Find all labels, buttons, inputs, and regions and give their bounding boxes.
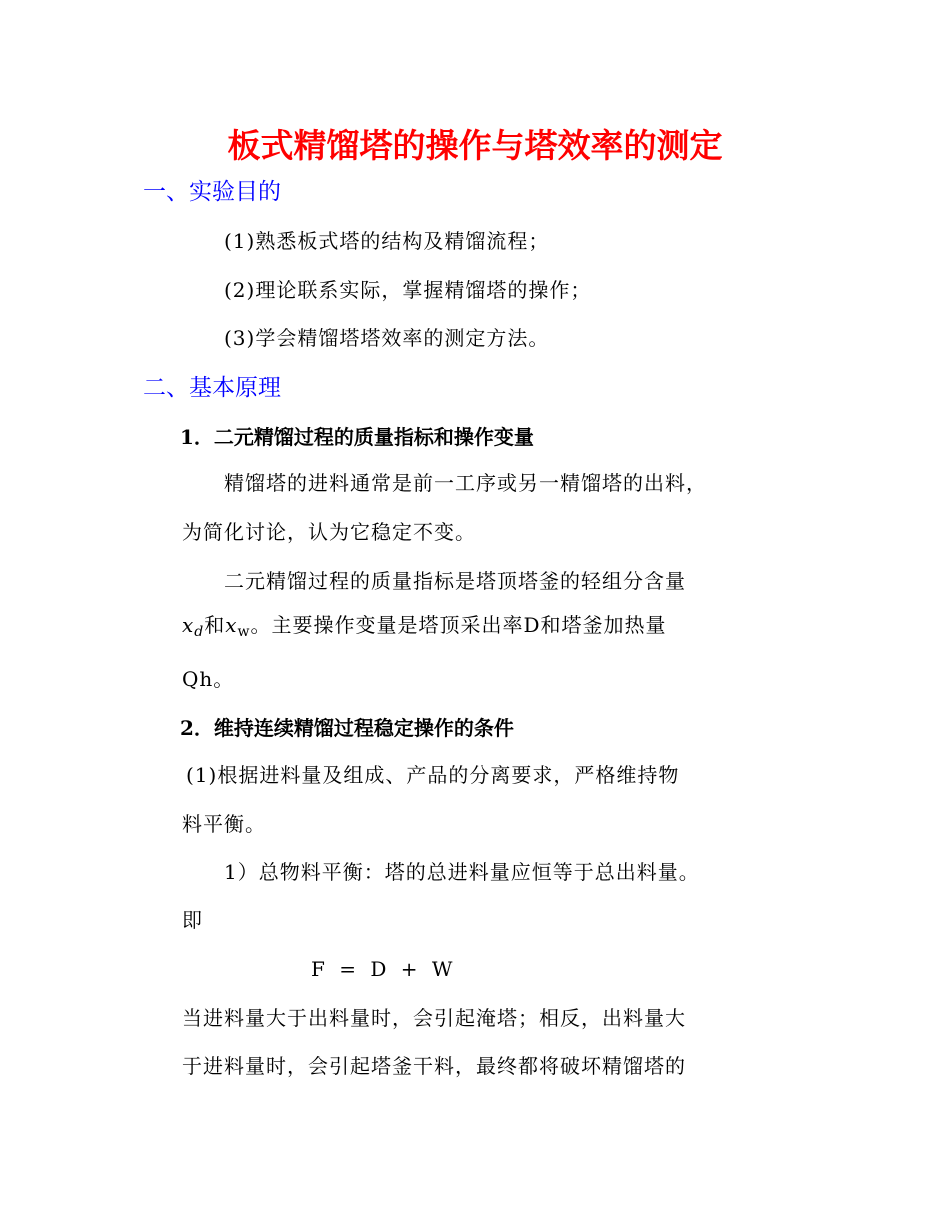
paragraph-1-line-2: 为简化讨论，认为它稳定不变。 (182, 520, 476, 544)
section-heading-objectives: 一、实验目的 (143, 179, 281, 205)
paragraph-3-line-2: 料平衡。 (182, 812, 266, 836)
subsection-heading-1: 1．二元精馏过程的质量指标和操作变量 (180, 425, 534, 449)
symbol-xw: x (225, 613, 238, 637)
objective-item-3: (3)学会精馏塔塔效率的测定方法。 (224, 326, 550, 350)
objective-item-1: (1)熟悉板式塔的结构及精馏流程； (224, 229, 550, 253)
symbol-xd: x (182, 613, 195, 637)
conjunction-text: 和 (204, 613, 226, 637)
objective-item-2: (2)理论联系实际，掌握精馏塔的操作； (224, 278, 592, 302)
paragraph-2-line-3: Qh。 (182, 667, 235, 691)
paragraph-4-line-1: 1）总物料平衡：塔的总进料量应恒等于总出料量。 (224, 860, 700, 884)
page-title: 板式精馏塔的操作与塔效率的测定 (227, 126, 723, 165)
paragraph-2-line-1: 二元精馏过程的质量指标是塔顶塔釜的轻组分含量 (224, 569, 686, 593)
paragraph-1-line-1: 精馏塔的进料通常是前一工序或另一精馏塔的出料， (224, 471, 707, 495)
paragraph-3-line-1: (1)根据进料量及组成、产品的分离要求，严格维持物 (186, 763, 680, 787)
subsection-heading-2: 2．维持连续精馏过程稳定操作的条件 (180, 716, 514, 740)
paragraph-5-line-2: 于进料量时，会引起塔釜干料，最终都将破坏精馏塔的 (182, 1054, 686, 1078)
paragraph-2-line-2-rest: 。主要操作变量是塔顶采出率D和塔釜加热量 (250, 613, 667, 637)
material-balance-equation: F = D + W (311, 957, 457, 981)
paragraph-4-line-2: 即 (182, 908, 203, 932)
symbol-xw-subscript: w (237, 624, 251, 640)
paragraph-2-line-2 (182, 610, 667, 647)
section-heading-principles: 二、基本原理 (143, 375, 281, 401)
paragraph-5-line-1: 当进料量大于出料量时，会引起淹塔；相反，出料量大 (182, 1006, 686, 1030)
symbol-xd-subscript: d (194, 624, 205, 640)
